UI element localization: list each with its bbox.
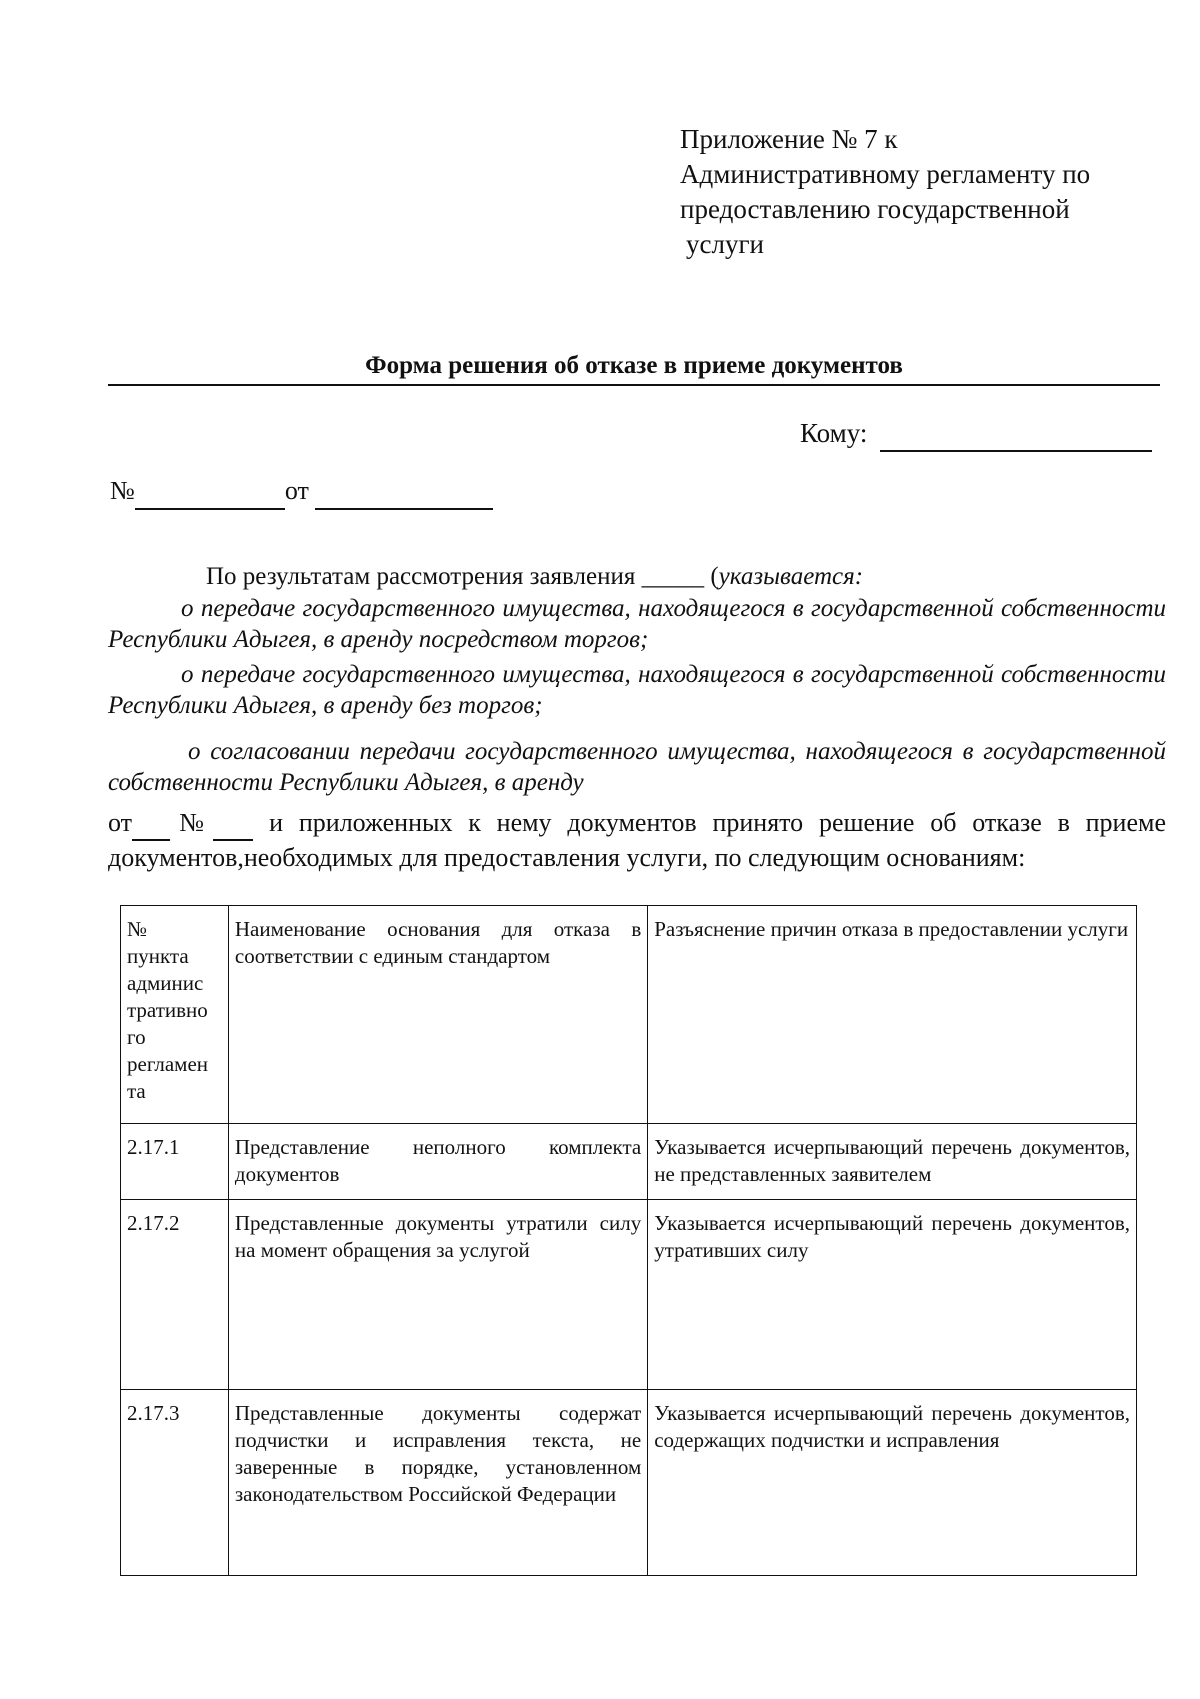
table-header-row bbox=[121, 906, 1137, 1124]
header-clause bbox=[121, 906, 229, 1124]
appendix-line: предоставлению государственной bbox=[680, 194, 1070, 224]
cell-ground: Представленные документы утратили силу на момент обращения за услугой bbox=[228, 1200, 647, 1390]
header-explanation: Разъяснение причин отказа в предоставлении услуги bbox=[648, 906, 1137, 1124]
date-label: от bbox=[284, 476, 309, 505]
cell-clause: 2.17.2 bbox=[121, 1200, 229, 1390]
decision-from-label: от bbox=[108, 808, 133, 837]
body-option-no-auction: о передаче государственного имущества, находящегося в государственной собственности Республики Адыгея, в аренду без торгов; bbox=[108, 661, 1166, 719]
header-clause-line: пункта bbox=[127, 944, 189, 968]
recipient-label: Кому: bbox=[800, 418, 868, 448]
intro-text: По результатам рассмотрения заявления _____ ( bbox=[206, 563, 719, 590]
cell-explanation: Указывается исчерпывающий перечень документов, содержащих подчистки и исправления bbox=[648, 1390, 1137, 1576]
header-clause-line: тративно bbox=[127, 998, 208, 1022]
number-sign: № bbox=[110, 476, 135, 505]
header-clause-line: регламен bbox=[127, 1052, 209, 1076]
cell-ground: Представленные документы содержат подчистки и исправления текста, не заверенные в порядке, установленном законодательством Российской Федерации bbox=[228, 1390, 647, 1576]
refusal-grounds-table bbox=[120, 905, 1137, 1576]
recipient-field[interactable] bbox=[880, 416, 1152, 452]
cell-explanation: Указывается исчерпывающий перечень документов, не представленных заявителем bbox=[648, 1124, 1137, 1200]
decision-date-field[interactable] bbox=[132, 806, 170, 841]
appendix-line: Приложение № 7 к bbox=[680, 124, 898, 154]
cell-explanation: Указывается исчерпывающий перечень документов, утративших силу bbox=[648, 1200, 1137, 1390]
cell-clause: 2.17.1 bbox=[121, 1124, 229, 1200]
title-underline bbox=[108, 384, 1160, 386]
header-ground: Наименование основания для отказа в соответствии с единым стандартом bbox=[228, 906, 647, 1124]
cell-ground: Представление неполного комплекта документов bbox=[228, 1124, 647, 1200]
header-clause-line: № bbox=[127, 917, 148, 941]
date-field[interactable] bbox=[315, 474, 493, 510]
intro-italic: указывается: bbox=[718, 563, 864, 590]
table-row bbox=[121, 1200, 1137, 1390]
body-paragraph-decision bbox=[108, 806, 1166, 874]
recipient-line bbox=[800, 416, 1152, 452]
header-clause-line: админис bbox=[127, 971, 204, 995]
appendix-line: Административному регламенту по bbox=[680, 159, 1091, 189]
body-option-approval: о согласовании передачи государственного имущества, находящегося в государственной собственности Республики Адыгея, в аренду bbox=[108, 738, 1166, 796]
table-row bbox=[121, 1390, 1137, 1576]
decision-number-sign: № bbox=[170, 808, 214, 837]
cell-clause: 2.17.3 bbox=[121, 1390, 229, 1576]
decision-number-field[interactable] bbox=[213, 806, 253, 841]
appendix-line: услуги bbox=[686, 229, 764, 259]
body-option-auction: о передаче государственного имущества, находящегося в государственной собственности Республики Адыгея, в аренду посредством торгов; bbox=[108, 595, 1166, 653]
appendix-reference bbox=[680, 122, 1090, 262]
header-clause-line: го bbox=[127, 1025, 146, 1049]
document-number-line bbox=[110, 474, 493, 510]
header-clause-line: та bbox=[127, 1079, 146, 1103]
table-row bbox=[121, 1124, 1137, 1200]
form-title: Форма решения об отказе в приеме документов bbox=[365, 352, 903, 379]
body-paragraph-intro bbox=[108, 561, 1166, 592]
number-field[interactable] bbox=[135, 474, 285, 510]
decision-text: и приложенных к нему документов принято решение об отказе в приеме документов,необходимых для предоставления услуги, по следующим основаниям: bbox=[108, 808, 1166, 872]
